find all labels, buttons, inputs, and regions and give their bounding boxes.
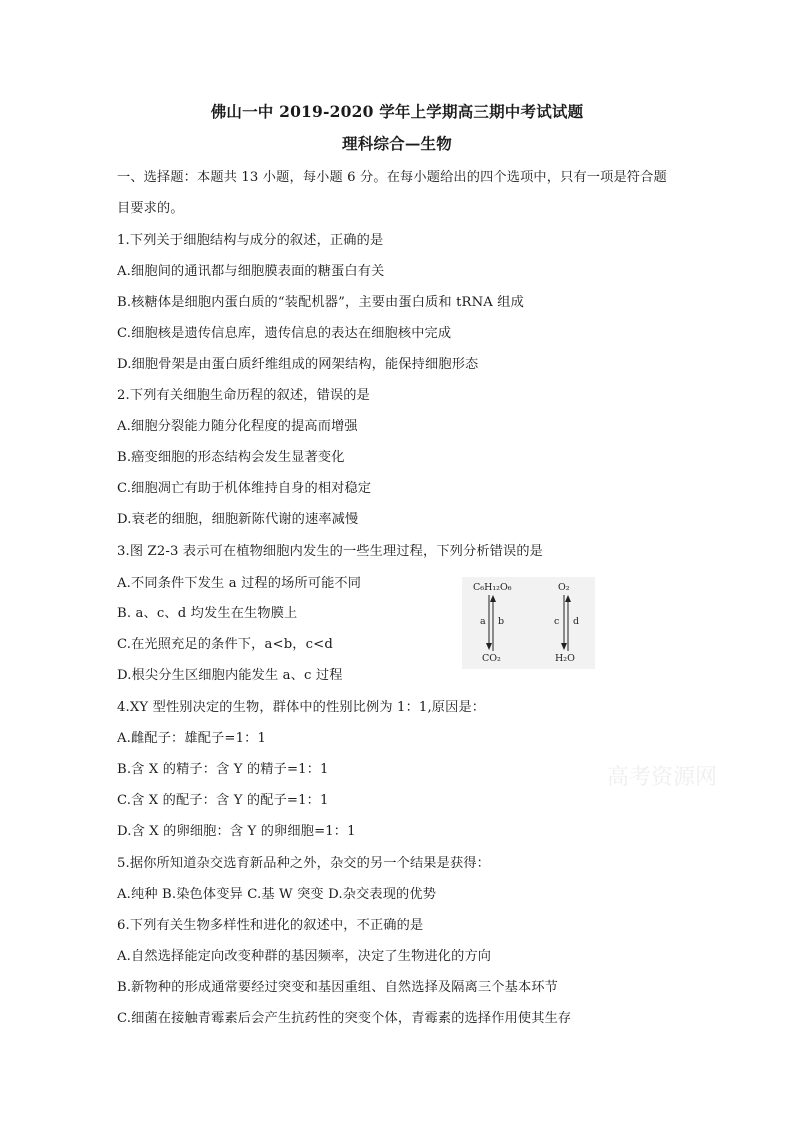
question-6-option-c: C.细菌在接触青霉素后会产生抗药性的突变个体，青霉素的选择作用使其生存 — [117, 1011, 572, 1026]
label-process-c: c — [554, 616, 560, 627]
label-process-d: d — [573, 616, 580, 627]
question-2-option-b: B.癌变细胞的形态结构会发生显著变化 — [117, 450, 345, 465]
question-2-option-c: C.细胞凋亡有助于机体维持自身的相对稳定 — [117, 481, 372, 496]
watermark: 高考资源网 — [607, 765, 718, 790]
arrowhead-b — [490, 595, 496, 602]
question-5-options: A.纯种 B.染色体变异 C.基 W 突变 D.杂交表现的优势 — [117, 887, 437, 902]
question-2-option-a: A.细胞分裂能力随分化程度的提高而增强 — [117, 419, 358, 434]
question-1-option-a: A.细胞间的通讯都与细胞膜表面的糖蛋白有关 — [117, 264, 385, 279]
label-process-a: a — [480, 616, 486, 627]
label-co2: CO₂ — [482, 653, 501, 664]
question-4-option-d: D.含 X 的卵细胞：含 Y 的卵细胞=1：1 — [117, 824, 356, 839]
question-6-stem: 6.下列有关生物多样性和进化的叙述中，不正确的是 — [117, 918, 424, 933]
question-3-option-a: A.不同条件下发生 a 过程的场所可能不同 — [117, 576, 362, 591]
exam-title: 佛山一中 2019-2020 学年上学期高三期中考试试题 — [210, 102, 584, 121]
label-glucose: C₆H₁₂O₆ — [473, 582, 512, 593]
arrowhead-a — [486, 643, 492, 650]
section-intro-cont: 目要求的。 — [117, 201, 184, 216]
exam-subtitle: 理科综合—生物 — [342, 134, 452, 153]
section-intro: 一、选择题：本题共 13 小题，每小题 6 分。在每小题给出的四个选项中，只有一项是符合题 — [117, 170, 667, 185]
question-1-option-c: C.细胞核是遗传信息库，遗传信息的表达在细胞核中完成 — [117, 326, 452, 341]
question-3-option-c: C.在光照充足的条件下，a<b，c<d — [117, 637, 333, 652]
question-4-option-b: B.含 X 的精子：含 Y 的精子=1：1 — [117, 762, 329, 777]
question-4-stem: 4.XY 型性别决定的生物，群体中的性别比例为 1：1,原因是： — [117, 700, 486, 715]
question-5-stem: 5.据你所知道杂交选育新品种之外，杂交的另一个结果是获得： — [117, 856, 490, 871]
label-process-b: b — [498, 616, 505, 627]
question-1-option-b: B.核糖体是细胞内蛋白质的“装配机器”，主要由蛋白质和 tRNA 组成 — [117, 295, 524, 310]
question-4-option-a: A.雌配子：雄配子=1：1 — [117, 731, 266, 746]
question-1-stem: 1.下列关于细胞结构与成分的叙述，正确的是 — [117, 233, 384, 248]
question-3-option-d: D.根尖分生区细胞内能发生 a、c 过程 — [117, 668, 343, 683]
question-6-option-b: B.新物种的形成通常要经过突变和基因重组、自然选择及隔离三个基本环节 — [117, 980, 558, 995]
label-water: H₂O — [555, 653, 575, 664]
question-3-stem: 3.图 Z2-3 表示可在植物细胞内发生的一些生理过程，下列分析错误的是 — [117, 544, 544, 559]
question-4-option-c: C.含 X 的配子：含 Y 的配子=1：1 — [117, 793, 329, 808]
process-diagram — [462, 577, 595, 669]
question-3-option-b: B. a、c、d 均发生在生物膜上 — [117, 606, 298, 621]
question-6-option-a: A.自然选择能定向改变种群的基因频率，决定了生物进化的方向 — [117, 949, 492, 964]
arrowhead-d — [565, 595, 571, 602]
question-1-option-d: D.细胞骨架是由蛋白质纤维组成的网架结构，能保持细胞形态 — [117, 357, 479, 372]
arrowhead-c — [561, 643, 567, 650]
label-oxygen: O₂ — [558, 582, 570, 593]
question-2-stem: 2.下列有关细胞生命历程的叙述，错误的是 — [117, 388, 370, 403]
question-2-option-d: D.衰老的细胞，细胞新陈代谢的速率减慢 — [117, 512, 359, 527]
